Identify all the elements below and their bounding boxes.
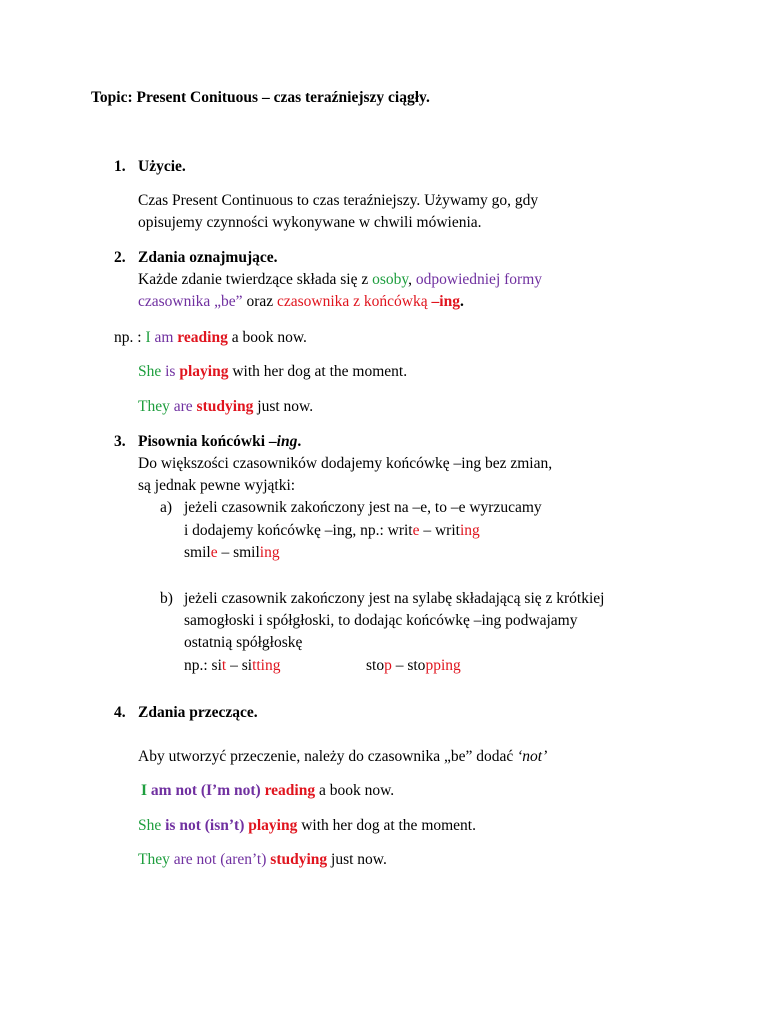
document-title: Topic: Present Conituous – czas teraźniejszy ciągły. — [91, 89, 430, 106]
text: , — [408, 271, 416, 288]
text: i dodajemy końcówkę –ing, np.: writ — [184, 522, 413, 539]
section-3-text-line-1: Do większości czasowników dodajemy końcówkę –ing bez zmian, — [138, 455, 553, 472]
example-ing-verb: studying — [270, 851, 328, 868]
negative-example-1 — [141, 781, 394, 801]
section-4-heading: Zdania przeczące. — [138, 704, 258, 721]
final-consonant: p — [384, 657, 392, 674]
example-rest: with her dog at the moment. — [228, 363, 408, 380]
section-1-heading: Użycie. — [138, 158, 186, 175]
example-subject: They — [138, 398, 170, 415]
example-ing-verb: playing — [179, 363, 229, 380]
text: – sto — [391, 657, 426, 674]
example-subject: She — [138, 817, 162, 834]
section-1-number: 1. — [114, 158, 126, 175]
text: Pisownia końcówki – — [138, 433, 277, 450]
example-rest: a book now. — [227, 329, 307, 346]
section-4-intro — [138, 747, 547, 767]
section-2-text-line-1 — [138, 270, 542, 290]
ing-suffix: ing — [259, 544, 280, 561]
example-ing-verb: reading — [177, 329, 228, 346]
example-subject: I — [141, 782, 148, 799]
text: . — [459, 293, 464, 310]
list-item-b-label: b) — [160, 590, 173, 607]
be-form-term: odpowiedniej formy — [415, 271, 543, 288]
text: . — [297, 433, 302, 450]
section-2-text-line-2 — [138, 292, 464, 312]
example-subject: They — [138, 851, 170, 868]
example-be-verb: is — [165, 363, 176, 380]
example-rest: just now. — [327, 851, 387, 868]
example-subject: I — [145, 329, 151, 346]
negative-example-3 — [138, 850, 387, 870]
example-sentence-2 — [138, 362, 407, 382]
section-1-text-line-1: Czas Present Continuous to czas teraźniejszy. Używamy go, gdy — [138, 192, 539, 209]
doubled-consonant-ing: tting — [252, 657, 281, 674]
section-2-number: 2. — [114, 249, 126, 266]
section-4-number: 4. — [114, 704, 126, 721]
section-2-heading: Zdania oznajmujące. — [138, 249, 278, 266]
subject-term: osoby — [372, 271, 409, 288]
be-verb-term: czasownika „be” — [138, 293, 243, 310]
list-item-a-label: a) — [160, 499, 173, 516]
text: – si — [226, 657, 253, 674]
section-1-text-line-2: opisujemy czynności wykonywane w chwili mówienia. — [138, 214, 482, 231]
list-item-b-example-1 — [184, 656, 280, 676]
text: – writ — [419, 522, 460, 539]
list-item-b-line-1: jeżeli czasownik zakończony jest na sylabę składającą się z krótkiej — [184, 590, 605, 607]
text: sto — [366, 657, 385, 674]
text: Aby utworzyć przeczenie, należy do czasownika „be” dodać — [138, 748, 518, 765]
text: oraz — [242, 293, 277, 310]
example-rest: with her dog at the moment. — [297, 817, 476, 834]
example-ing-verb: reading — [264, 782, 316, 799]
example-prefix: np. : — [114, 329, 146, 346]
example-sentence-1 — [114, 328, 307, 348]
example-rest: just now. — [253, 398, 314, 415]
not-term: ‘not’ — [517, 748, 548, 765]
dropped-letter: e — [210, 544, 218, 561]
final-consonant: t — [221, 657, 227, 674]
list-item-b-example-2 — [366, 656, 461, 676]
dropped-letter: e — [412, 522, 420, 539]
example-be-verb: am not (I’m not) — [150, 782, 261, 799]
list-item-a-line-2 — [184, 521, 480, 541]
list-item-b-line-2: samogłoski i spółgłoski, to dodając końcówkę –ing podwajamy — [184, 612, 578, 629]
example-be-verb: am — [154, 329, 174, 346]
list-item-a-line-3 — [184, 543, 280, 563]
example-sentence-3 — [138, 397, 313, 417]
list-item-a-line-1: jeżeli czasownik zakończony jest na –e, to –e wyrzucamy — [184, 499, 542, 516]
negative-example-2 — [138, 816, 476, 836]
section-3-text-line-2: są jednak pewne wyjątki: — [138, 477, 296, 494]
example-ing-verb: studying — [196, 398, 254, 415]
example-be-verb: are not (aren’t) — [173, 851, 267, 868]
example-ing-verb: playing — [248, 817, 298, 834]
section-3-heading — [138, 432, 301, 452]
doubled-consonant-ing: pping — [425, 657, 461, 674]
section-3-number: 3. — [114, 433, 126, 450]
text: Każde zdanie twierdzące składa się z — [138, 271, 373, 288]
list-item-b-line-3: ostatnią spółgłoskę — [184, 634, 303, 651]
ing-suffix: ing — [276, 433, 298, 450]
example-rest: a book now. — [315, 782, 395, 799]
example-be-verb: are — [173, 398, 193, 415]
text: smil — [184, 544, 211, 561]
ing-verb-term: czasownika z końcówką — [277, 293, 432, 310]
ing-suffix: –ing — [431, 293, 460, 310]
example-be-verb: is not (isn’t) — [165, 817, 245, 834]
example-subject: She — [138, 363, 162, 380]
ing-suffix: ing — [459, 522, 480, 539]
text: np.: si — [184, 657, 222, 674]
text: – smil — [217, 544, 260, 561]
